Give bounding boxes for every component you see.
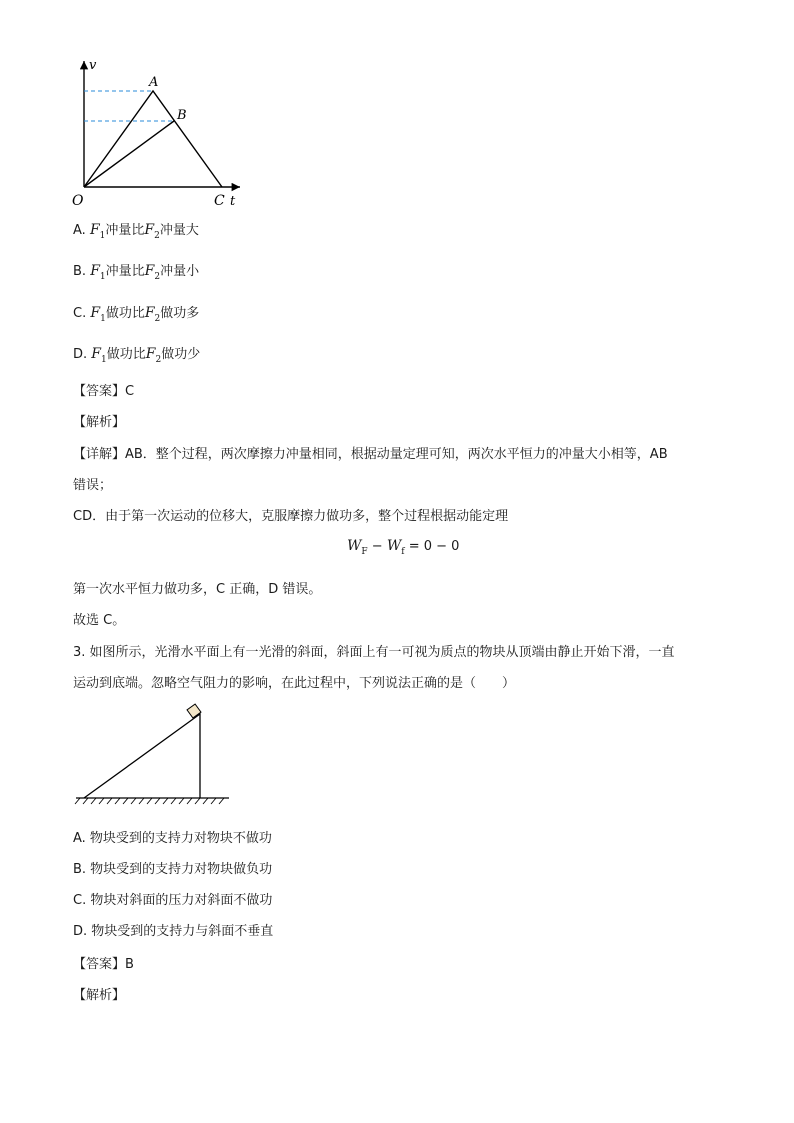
label-c: C (214, 193, 225, 209)
q3-option-a: A. 物块受到的支持力对物块不做功 (73, 831, 272, 846)
label-a: A (149, 75, 159, 90)
q2-option-c: C. $F_1$做功比$F_2$做功多 (73, 305, 200, 324)
q2-detail-3: CD．由于第一次运动的位移大，克服摩擦力做功多，整个过程根据动能定理 (73, 509, 509, 524)
q3-option-b: B. 物块受到的支持力对物块做负功 (73, 862, 273, 877)
q2-option-b: B. $F_1$冲量比$F_2$冲量小 (73, 263, 200, 282)
label-v: v (89, 58, 97, 73)
q2-answer: 【答案】C (73, 384, 135, 399)
q2-equation: $W_F - W_f = 0 - 0$ (347, 538, 460, 557)
q3-stem-1: 3. 如图所示，光滑水平面上有一光滑的斜面，斜面上有一可视为质点的物块从顶端由静止开始下滑，一直 (73, 645, 675, 660)
q3-answer: 【答案】B (73, 957, 134, 972)
label-o: O (72, 193, 84, 209)
incline (84, 714, 200, 798)
q2-detail-4: 第一次水平恒力做功多，C 正确，D 错误。 (73, 582, 322, 597)
q2-detail-5: 故选 C。 (73, 613, 126, 628)
q2-detail-2: 错误； (73, 478, 113, 493)
q2-detail-1: 【详解】AB．整个过程，两次摩擦力冲量相同，根据动量定理可知，两次水平恒力的冲量大小相等，AB (73, 447, 668, 462)
label-t: t (230, 194, 236, 209)
vt-graph (70, 55, 250, 215)
q3-stem-2: 运动到底端。忽略空气阻力的影响，在此过程中，下列说法正确的是（ ） (73, 676, 516, 691)
q2-option-a: A. $F_1$冲量比$F_2$冲量大 (73, 222, 199, 241)
q3-option-d: D. 物块受到的支持力与斜面不垂直 (73, 924, 274, 939)
line-ob (84, 121, 174, 187)
q2-analysis: 【解析】 (73, 415, 126, 430)
q2-option-d: D. $F_1$做功比$F_2$做功少 (73, 346, 201, 365)
ground-hatch (75, 798, 224, 804)
q3-option-c: C. 物块对斜面的压力对斜面不做功 (73, 893, 273, 908)
block (187, 704, 201, 718)
q3-analysis: 【解析】 (73, 988, 126, 1003)
incline-figure (72, 700, 234, 806)
label-b: B (177, 108, 187, 123)
